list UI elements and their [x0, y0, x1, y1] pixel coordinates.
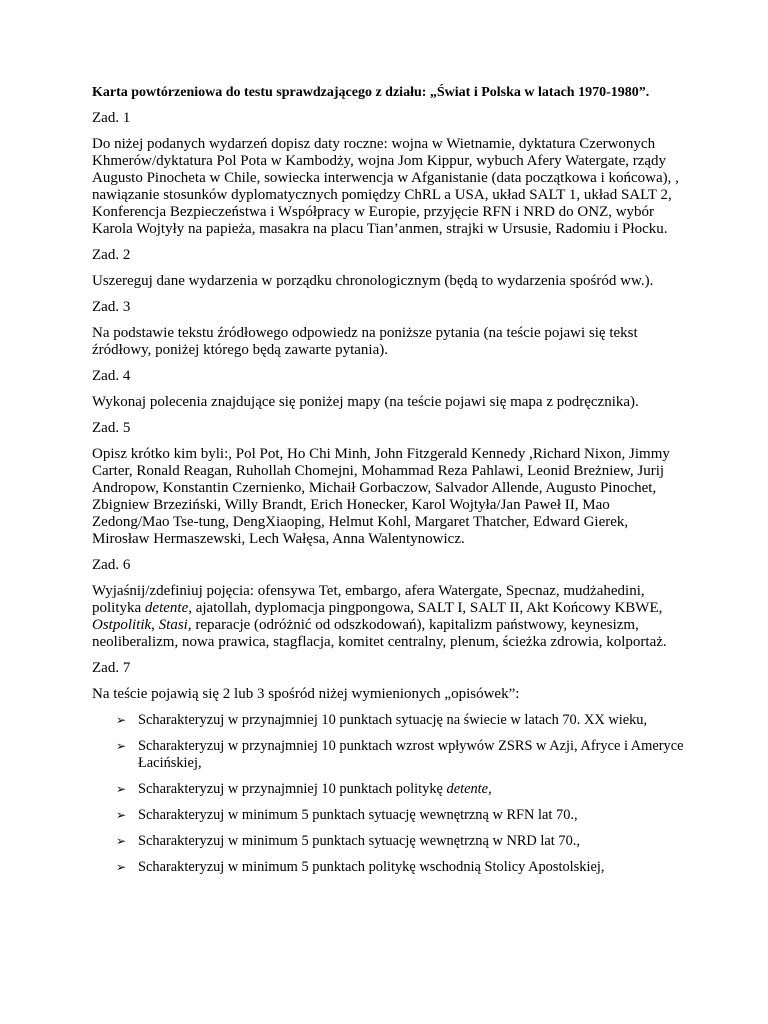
section-heading: Zad. 3 [92, 299, 131, 315]
section-intro: Na teście pojawią się 2 lub 3 spośród niżej wymienionych „opisówek”: [92, 686, 520, 702]
list-item-text: Scharakteryzuj w minimum 5 punktach sytuację wewnętrzną w RFN lat 70., [138, 807, 578, 823]
italic-term: Stasi [158, 617, 188, 633]
section-zad-5 [92, 420, 688, 548]
list-item-text: Scharakteryzuj w przynajmniej 10 punktach wzrost wpływów ZSRS w Azji, Afryce i Ameryce Łacińskiej, [138, 738, 684, 771]
section-heading: Zad. 5 [92, 420, 131, 436]
list-item-text: Scharakteryzuj w minimum 5 punktach politykę wschodnią Stolicy Apostolskiej, [138, 859, 605, 875]
section-heading: Zad. 4 [92, 368, 131, 384]
arrow-bullet-icon: ➢ [116, 713, 127, 727]
section-zad-3 [92, 299, 688, 359]
arrow-bullet-icon: ➢ [116, 834, 127, 848]
italic-term: Ostpolitik [92, 617, 152, 633]
arrow-bullet-icon: ➢ [116, 808, 127, 822]
list-item-text: Scharakteryzuj w przynajmniej 10 punktach sytuację na świecie w latach 70. XX wieku, [138, 712, 648, 728]
section-zad-6 [92, 557, 688, 651]
section-text: Uszereguj dane wydarzenia w porządku chronologicznym (będą to wydarzenia spośród ww.). [92, 273, 654, 289]
list-item [116, 738, 688, 772]
list-item [116, 781, 688, 798]
section-zad-2 [92, 247, 688, 290]
essay-list [92, 712, 688, 876]
section-text: Do niżej podanych wydarzeń dopisz daty roczne: wojna w Wietnamie, dyktatura Czerwonych Khmerów/dyktatura Pol Pota w Kambodży, wojna Jom Kippur, wybuch Afery Watergate, rządy Augusto Pinocheta w Chile, sowiecka interwencja w Afganistanie (data początkowa i końcowa), , nawiązanie stosunków dyplomatycznych pomiędzy ChRL a USA, układ SALT 1, układ SALT 2, Konferencja Bezpieczeństwa i Współpracy w Europie, przyjęcie RFN i NRD do ONZ, wybór Karola Wojtyły na papieża, masakra na placu Tian’anmen, strajki w Ursusie, Radomiu i Płocku. [92, 136, 679, 237]
italic-term: detente [144, 600, 189, 616]
list-item-text: Scharakteryzuj w minimum 5 punktach sytuację wewnętrzną w NRD lat 70., [138, 833, 580, 849]
section-zad-7 [92, 660, 688, 876]
section-heading: Zad. 6 [92, 557, 131, 573]
text-run: Wyjaśnij/zdefiniuj pojęcia: ofensywa Tet, embargo, afera Watergate, Specnaz, mudżahedini, polityka [92, 583, 645, 616]
text-run: , reparacje (odróżnić od odszkodowań), kapitalizm państwowy, keynesizm, neoliberalizm, nowa prawica, stagflacja, komitet centralny, plenum, ścieżka zdrowia, kolportaż. [92, 617, 667, 650]
section-heading: Zad. 1 [92, 110, 131, 126]
arrow-bullet-icon: ➢ [116, 782, 127, 796]
text-run: , ajatollah, dyplomacja pingpongowa, SALT I, SALT II, Akt Końcowy KBWE, [188, 600, 663, 616]
list-item [116, 712, 688, 729]
text-run: , [151, 617, 159, 633]
list-item [116, 807, 688, 824]
section-zad-4 [92, 368, 688, 411]
section-zad-1 [92, 110, 688, 238]
list-item-text: Scharakteryzuj w przynajmniej 10 punktach politykę [138, 781, 447, 797]
list-item [116, 859, 688, 876]
section-heading: Zad. 7 [92, 660, 131, 676]
list-item [116, 833, 688, 850]
document-title: Karta powtórzeniowa do testu sprawdzającego z działu: „Świat i Polska w latach 1970-1980”. [92, 85, 650, 100]
text-run: , [488, 781, 492, 797]
section-text [92, 583, 688, 651]
section-text: Wykonaj polecenia znajdujące się poniżej mapy (na teście pojawi się mapa z podręcznika). [92, 394, 639, 410]
arrow-bullet-icon: ➢ [116, 739, 127, 753]
section-heading: Zad. 2 [92, 247, 131, 263]
arrow-bullet-icon: ➢ [116, 860, 127, 874]
section-text: Na podstawie tekstu źródłowego odpowiedz na poniższe pytania (na teście pojawi się tekst źródłowy, poniżej którego będą zawarte pytania). [92, 325, 638, 358]
italic-term: detente [446, 781, 489, 797]
section-text: Opisz krótko kim byli:, Pol Pot, Ho Chi Minh, John Fitzgerald Kennedy ,Richard Nixon, Jimmy Carter, Ronald Reagan, Ruhollah Chomejni, Mohammad Reza Pahlawi, Leonid Breżniew, Jurij Andropow, Konstantin Czernienko, Michaił Gorbaczow, Salvador Allende, Augusto Pinochet, Zbigniew Brzeziński, Willy Brandt, Erich Honecker, Karol Wojtyła/Jan Paweł II, Mao Zedong/Mao Tse-tung, DengXiaoping, Helmut Kohl, Margaret Thatcher, Edward Gierek, Mirosław Hermaszewski, Lech Wałęsa, Anna Walentynowicz. [92, 446, 670, 547]
